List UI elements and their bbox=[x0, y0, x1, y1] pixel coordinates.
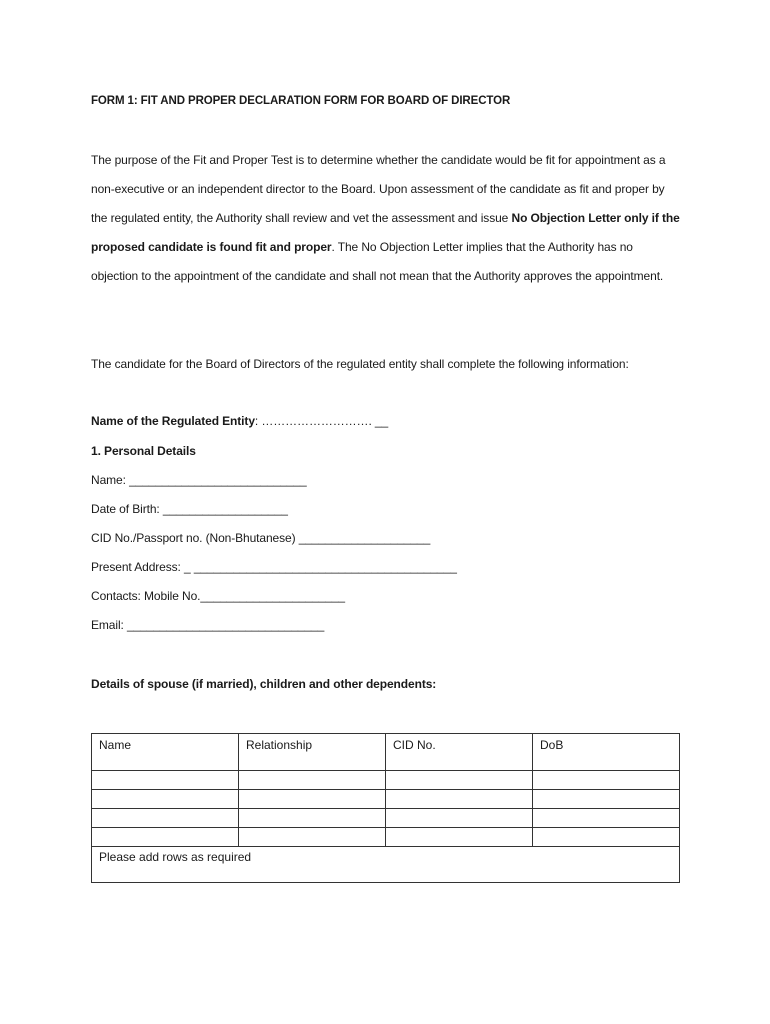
table-cell[interactable] bbox=[386, 809, 533, 828]
purpose-text-2: . The No Objection Letter implies that the Authority has no objection to the appointment of the candidate and shall not mean that the Authority approves the appointment. bbox=[91, 240, 664, 283]
name-field[interactable]: Name: ___________________________ bbox=[91, 473, 307, 487]
table-cell[interactable] bbox=[239, 809, 386, 828]
table-cell[interactable] bbox=[386, 771, 533, 790]
dob-field[interactable]: Date of Birth: ___________________ bbox=[91, 502, 288, 516]
entity-field[interactable]: : ………………………. __ bbox=[254, 414, 389, 428]
table-cell[interactable] bbox=[239, 771, 386, 790]
email-field[interactable]: Email: ______________________________ bbox=[91, 618, 325, 632]
table-cell[interactable] bbox=[386, 790, 533, 809]
purpose-text-1: The purpose of the Fit and Proper Test is to determine whether the candidate would be fit for appointment as a non-executive or an independent director to the Board. Upon assessment of the candidate as fit and proper by the regulated entity, the Authority shall review and vet the assessment and issue bbox=[91, 153, 666, 225]
mobile-field[interactable]: Contacts: Mobile No.______________________ bbox=[91, 589, 346, 603]
purpose-paragraph bbox=[91, 146, 681, 291]
regulated-entity-line bbox=[91, 414, 388, 428]
table-cell[interactable] bbox=[533, 809, 680, 828]
table-row[interactable] bbox=[92, 771, 680, 790]
purpose-text-bold: No Objection Letter only if the proposed candidate is found fit and proper bbox=[91, 211, 680, 254]
table-header-row bbox=[92, 734, 680, 771]
table-footer-row bbox=[92, 847, 680, 883]
table-cell[interactable] bbox=[239, 828, 386, 847]
table-row[interactable] bbox=[92, 828, 680, 847]
table-cell[interactable] bbox=[92, 790, 239, 809]
header-name: Name bbox=[92, 734, 239, 771]
table-cell[interactable] bbox=[92, 771, 239, 790]
address-field[interactable]: Present Address: _ ________________________________________ bbox=[91, 560, 457, 574]
section-personal-details-heading: 1. Personal Details bbox=[91, 444, 196, 458]
dependents-table bbox=[91, 733, 680, 883]
header-cid: CID No. bbox=[386, 734, 533, 771]
entity-label: Name of the Regulated Entity bbox=[91, 414, 255, 428]
table-cell[interactable] bbox=[533, 790, 680, 809]
table-row[interactable] bbox=[92, 790, 680, 809]
table-row[interactable] bbox=[92, 809, 680, 828]
table-cell[interactable] bbox=[239, 790, 386, 809]
form-title: FORM 1: FIT AND PROPER DECLARATION FORM FOR BOARD OF DIRECTOR bbox=[91, 95, 511, 107]
header-relationship: Relationship bbox=[239, 734, 386, 771]
table-cell[interactable] bbox=[533, 771, 680, 790]
cid-field[interactable]: CID No./Passport no. (Non-Bhutanese) ____________________ bbox=[91, 531, 431, 545]
dependents-heading: Details of spouse (if married), children and other dependents: bbox=[91, 677, 437, 691]
table-cell[interactable] bbox=[386, 828, 533, 847]
table-cell[interactable] bbox=[92, 828, 239, 847]
table-cell[interactable] bbox=[533, 828, 680, 847]
instruction-paragraph: The candidate for the Board of Directors of the regulated entity shall complete the following information: bbox=[91, 357, 629, 371]
table-cell[interactable] bbox=[92, 809, 239, 828]
header-dob: DoB bbox=[533, 734, 680, 771]
add-rows-note: Please add rows as required bbox=[92, 847, 680, 883]
